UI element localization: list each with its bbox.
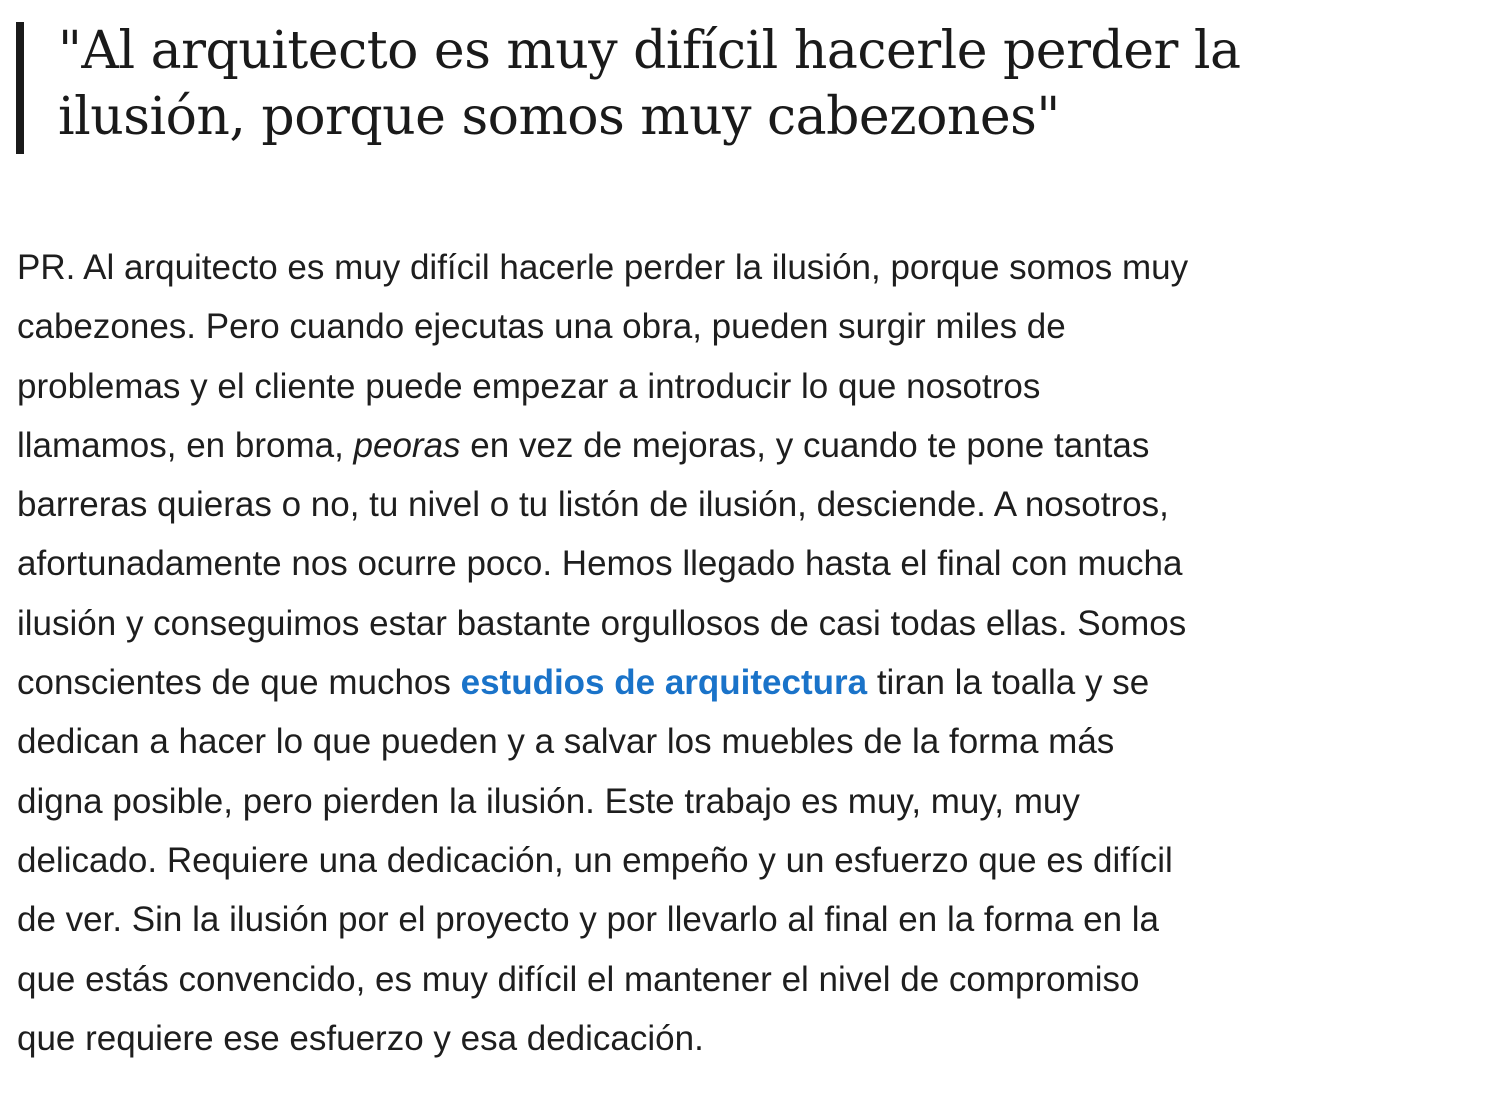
pullquote (16, 22, 1358, 154)
paragraph-line (17, 653, 1377, 712)
paragraph-line: PR. Al arquitecto es muy difícil hacerle perder la ilusión, porque somos muy (17, 248, 1189, 287)
paragraph-line: ilusión y conseguimos estar bastante orgullosos de casi todas ellas. Somos (17, 603, 1187, 643)
line-text: en vez de mejoras, y cuando te pone tantas (460, 425, 1150, 465)
pullquote-line: "Al arquitecto es muy difícil hacerle perder la (58, 21, 1241, 81)
paragraph-line: barreras quieras o no, tu nivel o tu listón de ilusión, desciende. A nosotros, (17, 485, 1169, 525)
line-text: llamamos, en broma, (17, 425, 354, 465)
paragraph-line: cabezones. Pero cuando ejecutas una obra, pueden surgir miles de (17, 307, 1066, 347)
paragraph-line: problemas y el cliente puede empezar a introducir lo que nosotros (17, 366, 1041, 406)
pullquote-line: ilusión, porque somos muy cabezones" (58, 87, 1060, 147)
paragraph-line: digna posible, pero pierden la ilusión. Este trabajo es muy, muy, muy (17, 781, 1080, 821)
paragraph-line: de ver. Sin la ilusión por el proyecto y por llevarlo al final en la forma en la (17, 900, 1159, 940)
paragraph-line: dedican a hacer lo que pueden y a salvar los muebles de la forma más (17, 722, 1115, 762)
line-text: conscientes de que muchos (17, 663, 461, 703)
estudios-de-arquitectura-link[interactable]: estudios de arquitectura (460, 663, 868, 703)
paragraph-line: que requiere ese esfuerzo y esa dedicación. (17, 1018, 704, 1058)
article-paragraph (17, 238, 1377, 1068)
paragraph-line: afortunadamente nos ocurre poco. Hemos llegado hasta el final con mucha (17, 544, 1183, 584)
paragraph-line: que estás convencido, es muy difícil el mantener el nivel de compromiso (17, 959, 1140, 999)
italic-term: peoras (353, 425, 461, 465)
pullquote-text (58, 18, 1358, 150)
line-text: tiran la toalla y se (867, 663, 1150, 703)
paragraph-line (17, 416, 1377, 475)
paragraph-line: delicado. Requiere una dedicación, un empeño y un esfuerzo que es difícil (17, 840, 1173, 880)
